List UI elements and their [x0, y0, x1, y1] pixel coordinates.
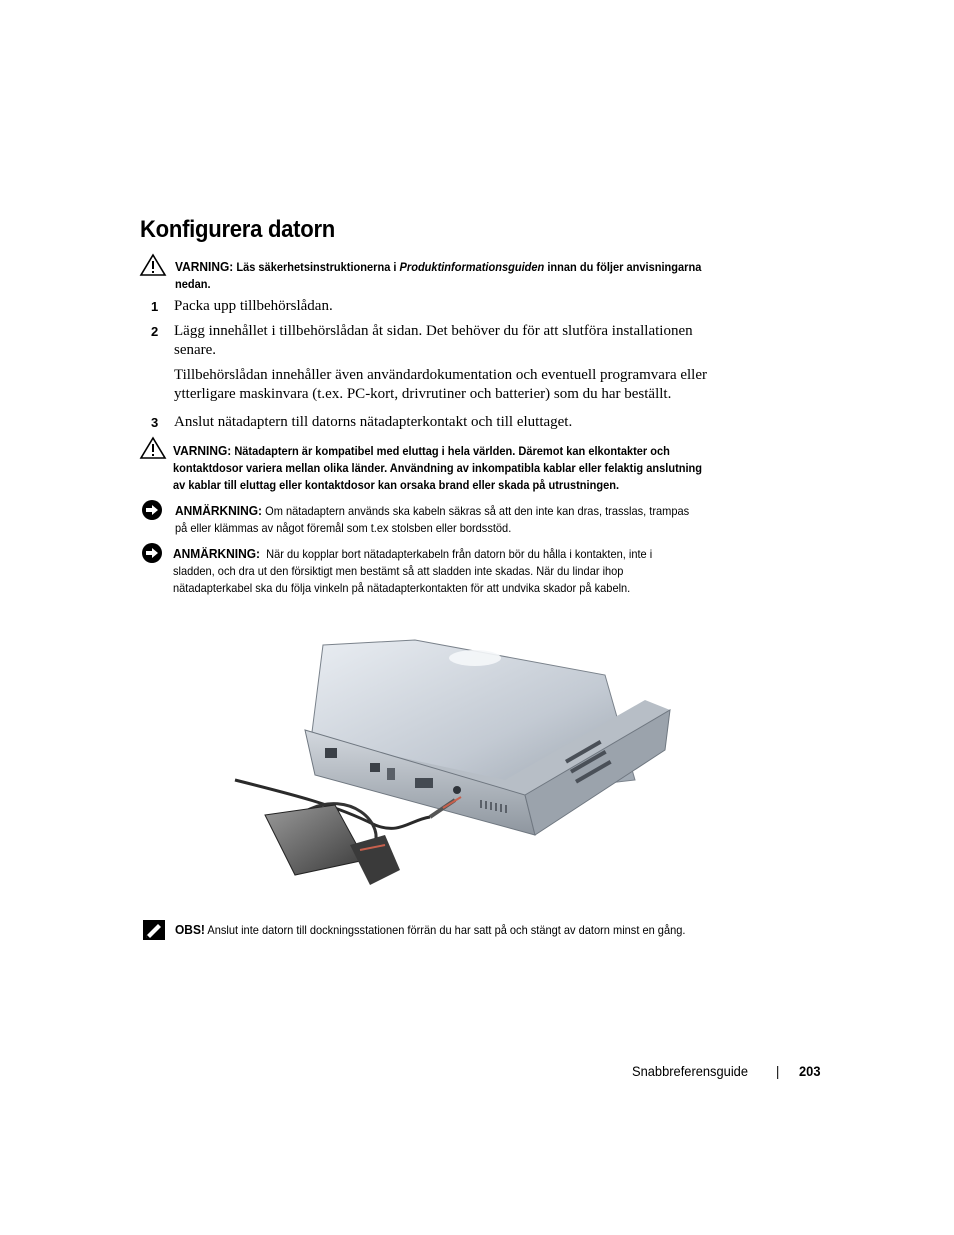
warning-triangle-icon — [139, 253, 167, 277]
warning-text: Läs säkerhetsinstruktionerna i — [236, 260, 400, 274]
warning-italic: Produktinformationsguiden — [399, 260, 545, 274]
warning-2 — [173, 442, 762, 494]
warning-label: VARNING: — [173, 443, 232, 458]
footer-separator: | — [776, 1063, 780, 1079]
step-text — [174, 322, 693, 360]
notice-arrow-icon — [141, 542, 163, 564]
warning-line: Nätadaptern är kompatibel med eluttag i hela världen. Däremot kan elkontakter och — [234, 444, 670, 458]
step-extra-line: ytterligare maskinvara (t.ex. PC-kort, drivrutiner och batterier) som du har beställt. — [174, 386, 672, 402]
notice-line: Om nätadaptern används ska kabeln säkras så att den inte kan dras, trasslas, trampas — [265, 504, 690, 518]
page-title: Konfigurera datorn — [140, 216, 335, 243]
step-text — [174, 413, 572, 432]
notice-line: sladden, och dra ut den försiktigt men bestämt så att sladden inte skadas. När du lindar ihop — [173, 564, 624, 578]
notice-line: nätadapterkabel ska du följa vinkeln på nätadapterkontakten för att undvika skador på kabeln. — [173, 581, 631, 595]
step-number: 3 — [151, 415, 159, 430]
warning-text-line2: nedan. — [175, 277, 211, 291]
step-number: 1 — [151, 299, 159, 314]
step-extra-line: Tillbehörslådan innehåller även användardokumentation och eventuell programvara eller — [174, 367, 708, 383]
warning-line: kontaktdosor variera mellan olika länder. Användning av inkompatibla kablar eller felaktig anslutning — [173, 461, 703, 475]
warning-text-after: innan du följer anvisningarna — [544, 260, 702, 274]
notice-line: När du kopplar bort nätadapterkabeln från datorn bör du hålla i kontakten, inte i — [266, 547, 653, 561]
warning-line: av kablar till eluttag eller kontaktdosor kan orsaka brand eller skada på utrustningen. — [173, 478, 620, 492]
notice-arrow-icon — [141, 499, 163, 521]
obs-note — [175, 921, 819, 939]
obs-text: Anslut inte datorn till dockningsstationen förrän du har satt på och stängt av datorn minst en gång. — [207, 923, 686, 937]
warning-label: VARNING: — [175, 259, 234, 274]
obs-label: OBS! — [175, 922, 205, 937]
warning-1 — [175, 258, 764, 293]
warning-triangle-icon — [139, 436, 167, 460]
step-line: senare. — [174, 342, 217, 358]
footer-guide-name: Snabbreferensguide — [632, 1063, 749, 1079]
notice-1 — [175, 502, 764, 537]
notice-label: ANMÄRKNING: — [175, 503, 263, 518]
step-2-extra — [174, 366, 707, 404]
step-line: Packa upp tillbehörslådan. — [174, 298, 333, 314]
step-text — [174, 297, 333, 316]
notice-line: på eller klämmas av något föremål som t.ex stolsben eller bordsstöd. — [175, 521, 512, 535]
step-number: 2 — [151, 324, 159, 339]
obs-pencil-icon — [143, 920, 165, 940]
notice-label: ANMÄRKNING: — [173, 546, 261, 561]
notice-2 — [173, 545, 762, 597]
page-number: 203 — [799, 1063, 821, 1079]
step-line: Lägg innehållet i tillbehörslådan åt sidan. Det behöver du för att slutföra installationen — [174, 323, 693, 339]
step-line: Anslut nätadaptern till datorns nätadapterkontakt och till eluttaget. — [174, 414, 573, 430]
laptop-adapter-illustration — [225, 630, 680, 900]
